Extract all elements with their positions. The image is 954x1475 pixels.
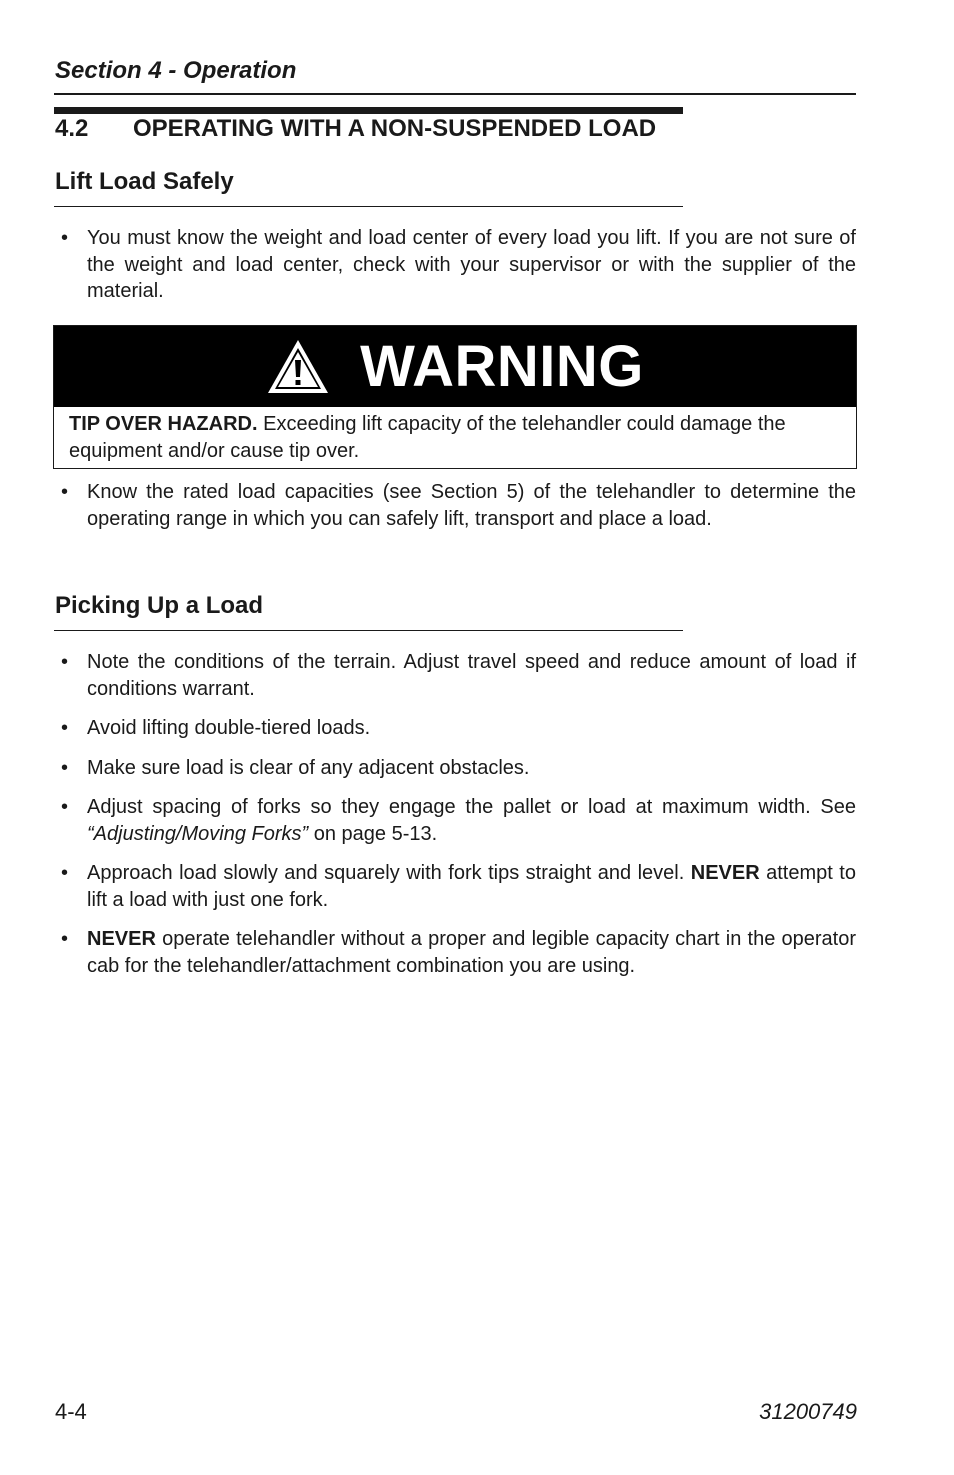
picking-up-list xyxy=(55,649,856,992)
list-item xyxy=(55,926,856,979)
subheading-rule xyxy=(54,630,683,631)
subheading-picking-up: Picking Up a Load xyxy=(55,592,264,619)
hazard-text: Exceeding lift capacity of the telehandler could damage the equipment and/or cause tip over. xyxy=(69,413,786,462)
bullet-text: Approach load slowly and squarely with fork tips straight and level. xyxy=(87,862,691,884)
header-rule xyxy=(54,93,856,95)
subheading-lift-load-safely: Lift Load Safely xyxy=(55,168,234,195)
list-item xyxy=(55,860,856,913)
list-item: • Avoid lifting double-tiered loads. xyxy=(55,715,856,742)
page-heading xyxy=(55,115,656,143)
warning-title: WARNING xyxy=(360,334,644,399)
list-item: • Note the conditions of the terrain. Adjust travel speed and reduce amount of load if conditions warrant. xyxy=(55,649,856,702)
warning-banner xyxy=(54,326,856,407)
warning-text xyxy=(54,407,856,464)
bullet-emphasis: NEVER xyxy=(87,928,156,950)
heading-number: 4.2 xyxy=(55,115,89,142)
capacity-list xyxy=(55,479,856,545)
cross-reference: “Adjusting/Moving Forks” xyxy=(87,822,309,845)
warning-box xyxy=(53,325,857,469)
heading-title: OPERATING WITH A NON-SUSPENDED LOAD xyxy=(133,115,657,142)
warning-triangle-icon xyxy=(266,338,330,396)
section-header: Section 4 - Operation xyxy=(55,57,297,84)
bullet-tail: operate telehandler without a proper and legible capacity chart in the operator cab for the telehandler/attachment combination you are using. xyxy=(87,928,856,977)
heading-rule xyxy=(54,107,683,114)
list-item: • Make sure load is clear of any adjacent obstacles. xyxy=(55,755,856,782)
list-item: • Know the rated load capacities (see Section 5) of the telehandler to determine the operating range in which you can safely lift, transport and place a load. xyxy=(55,479,856,532)
subheading-rule xyxy=(54,206,683,207)
lift-load-list xyxy=(55,225,856,318)
list-item: • You must know the weight and load center of every load you lift. If you are not sure of the weight and load center, check with your supervisor or with the supplier of the material. xyxy=(55,225,856,305)
bullet-tail: on page 5-13. xyxy=(308,822,438,845)
bullet-emphasis: NEVER xyxy=(690,862,760,884)
bullet-text: Adjust spacing of forks so they engage the pallet or load at maximum width. See xyxy=(87,796,856,818)
hazard-label: TIP OVER HAZARD. xyxy=(69,413,258,435)
page-number: 4-4 xyxy=(55,1399,87,1424)
document-number: 31200749 xyxy=(759,1399,857,1424)
list-item xyxy=(55,794,856,847)
bullet-tail: attempt to lift a load with just one fork. xyxy=(87,862,856,911)
